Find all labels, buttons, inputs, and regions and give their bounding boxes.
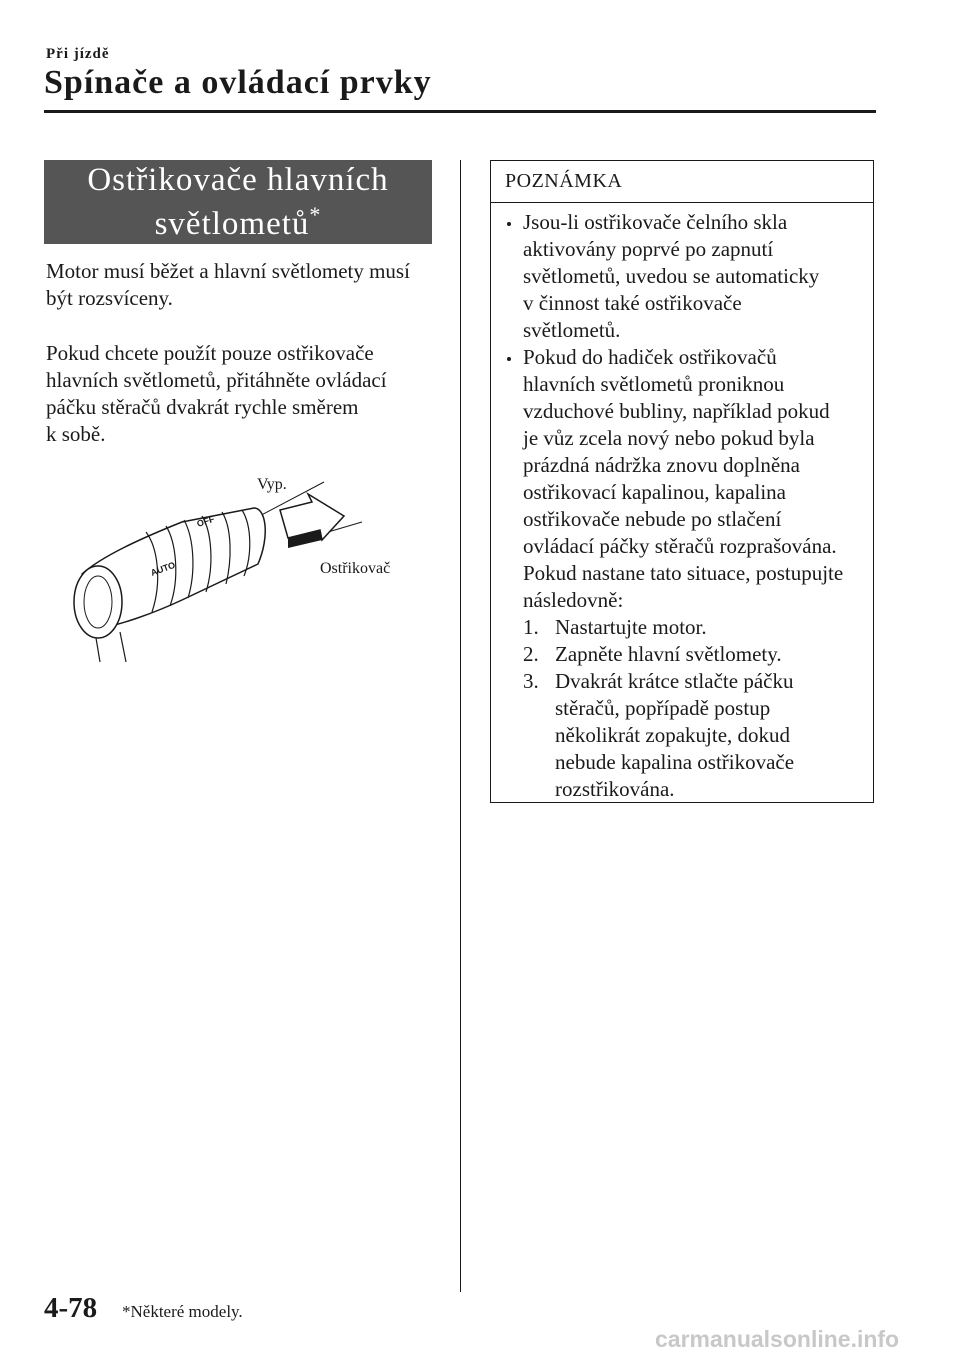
lever-auto-text: AUTO bbox=[149, 559, 177, 578]
paragraph-line: Motor musí běžet a hlavní světlomety musí bbox=[46, 259, 410, 283]
note-body bbox=[491, 209, 875, 803]
paragraph-line: k sobě. bbox=[46, 422, 106, 446]
bullet-line: Pokud do hadiček ostřikovačů bbox=[523, 345, 777, 369]
bullet-line: vzduchové bubliny, například pokud bbox=[523, 399, 830, 423]
paragraph-2 bbox=[46, 340, 438, 448]
note-step bbox=[491, 668, 875, 803]
lever-off-text: OFF bbox=[195, 513, 216, 529]
bullet-line: hlavních světlometů proniknou bbox=[523, 372, 785, 396]
bullet-line: Jsou-li ostřikovače čelního skla bbox=[523, 210, 788, 234]
bullet-line: následovně: bbox=[523, 588, 624, 612]
section-title-text: světlometů bbox=[154, 206, 310, 242]
section-title-line1: Ostřikovače hlavních bbox=[87, 162, 389, 198]
watermark-text: carmanualsonline.info bbox=[655, 1326, 900, 1352]
bullet-line: světlometů, uvedou se automaticky bbox=[523, 264, 820, 288]
section-title-line2 bbox=[44, 202, 432, 243]
bullet-dot bbox=[507, 357, 511, 361]
wiper-lever-illustration bbox=[62, 472, 422, 672]
bullet-line: aktivovány poprvé po zapnutí bbox=[523, 237, 774, 261]
step-number: 1. bbox=[523, 615, 539, 639]
header-divider bbox=[44, 110, 876, 113]
chapter-label: Při jízdě bbox=[46, 46, 110, 62]
optional-feature-mark: * bbox=[309, 202, 322, 227]
step-number: 2. bbox=[523, 642, 539, 666]
step-line: rozstřikována. bbox=[555, 777, 675, 801]
step-line: stěračů, popřípadě postup bbox=[555, 696, 771, 720]
lever-end-knob bbox=[74, 566, 122, 638]
paragraph-line: být rozsvíceny. bbox=[46, 286, 173, 310]
bullet-line: ostřikovací kapalinou, kapalina bbox=[523, 480, 787, 504]
label-off: Vyp. bbox=[257, 476, 287, 493]
bullet-line: je vůz zcela nový nebo pokud byla bbox=[523, 426, 815, 450]
note-title: POZNÁMKA bbox=[505, 170, 623, 192]
paragraph-line: Pokud chcete použít pouze ostřikovače bbox=[46, 341, 374, 365]
note-bullet bbox=[491, 344, 875, 614]
step-number: 3. bbox=[523, 669, 539, 693]
note-step bbox=[491, 641, 875, 668]
page-number: 4-78 bbox=[44, 1292, 98, 1324]
column-divider bbox=[460, 160, 461, 1292]
bullet-line: v činnost také ostřikovače bbox=[523, 291, 742, 315]
bullet-line: ovládací páčky stěračů rozprašována. bbox=[523, 534, 837, 558]
bullet-dot bbox=[507, 222, 511, 226]
bullet-line: prázdná nádržka znovu doplněna bbox=[523, 453, 800, 477]
step-line: Zapněte hlavní světlomety. bbox=[555, 642, 782, 666]
section-heading bbox=[44, 160, 432, 244]
paragraph-line: hlavních světlometů, přitáhněte ovládací bbox=[46, 368, 387, 392]
step-line: Dvakrát krátce stlačte páčku bbox=[555, 669, 794, 693]
label-washer: Ostřikovač bbox=[320, 560, 391, 577]
bullet-line: Pokud nastane tato situace, postupujte bbox=[523, 561, 844, 585]
step-line: několikrát zopakujte, dokud bbox=[555, 723, 791, 747]
step-line: nebude kapalina ostřikovače bbox=[555, 750, 795, 774]
bullet-line: ostřikovače nebude po stlačení bbox=[523, 507, 782, 531]
note-step bbox=[491, 614, 875, 641]
step-line: Nastartujte motor. bbox=[555, 615, 707, 639]
note-header bbox=[491, 161, 873, 203]
note-bullet bbox=[491, 209, 875, 344]
footnote: *Některé modely. bbox=[122, 1302, 243, 1321]
paragraph-line: páčku stěračů dvakrát rychle směrem bbox=[46, 395, 359, 419]
bullet-line: světlometů. bbox=[523, 318, 621, 342]
paragraph-1 bbox=[46, 258, 438, 312]
note-box bbox=[490, 160, 874, 803]
page-title: Spínače a ovládací prvky bbox=[44, 64, 432, 101]
